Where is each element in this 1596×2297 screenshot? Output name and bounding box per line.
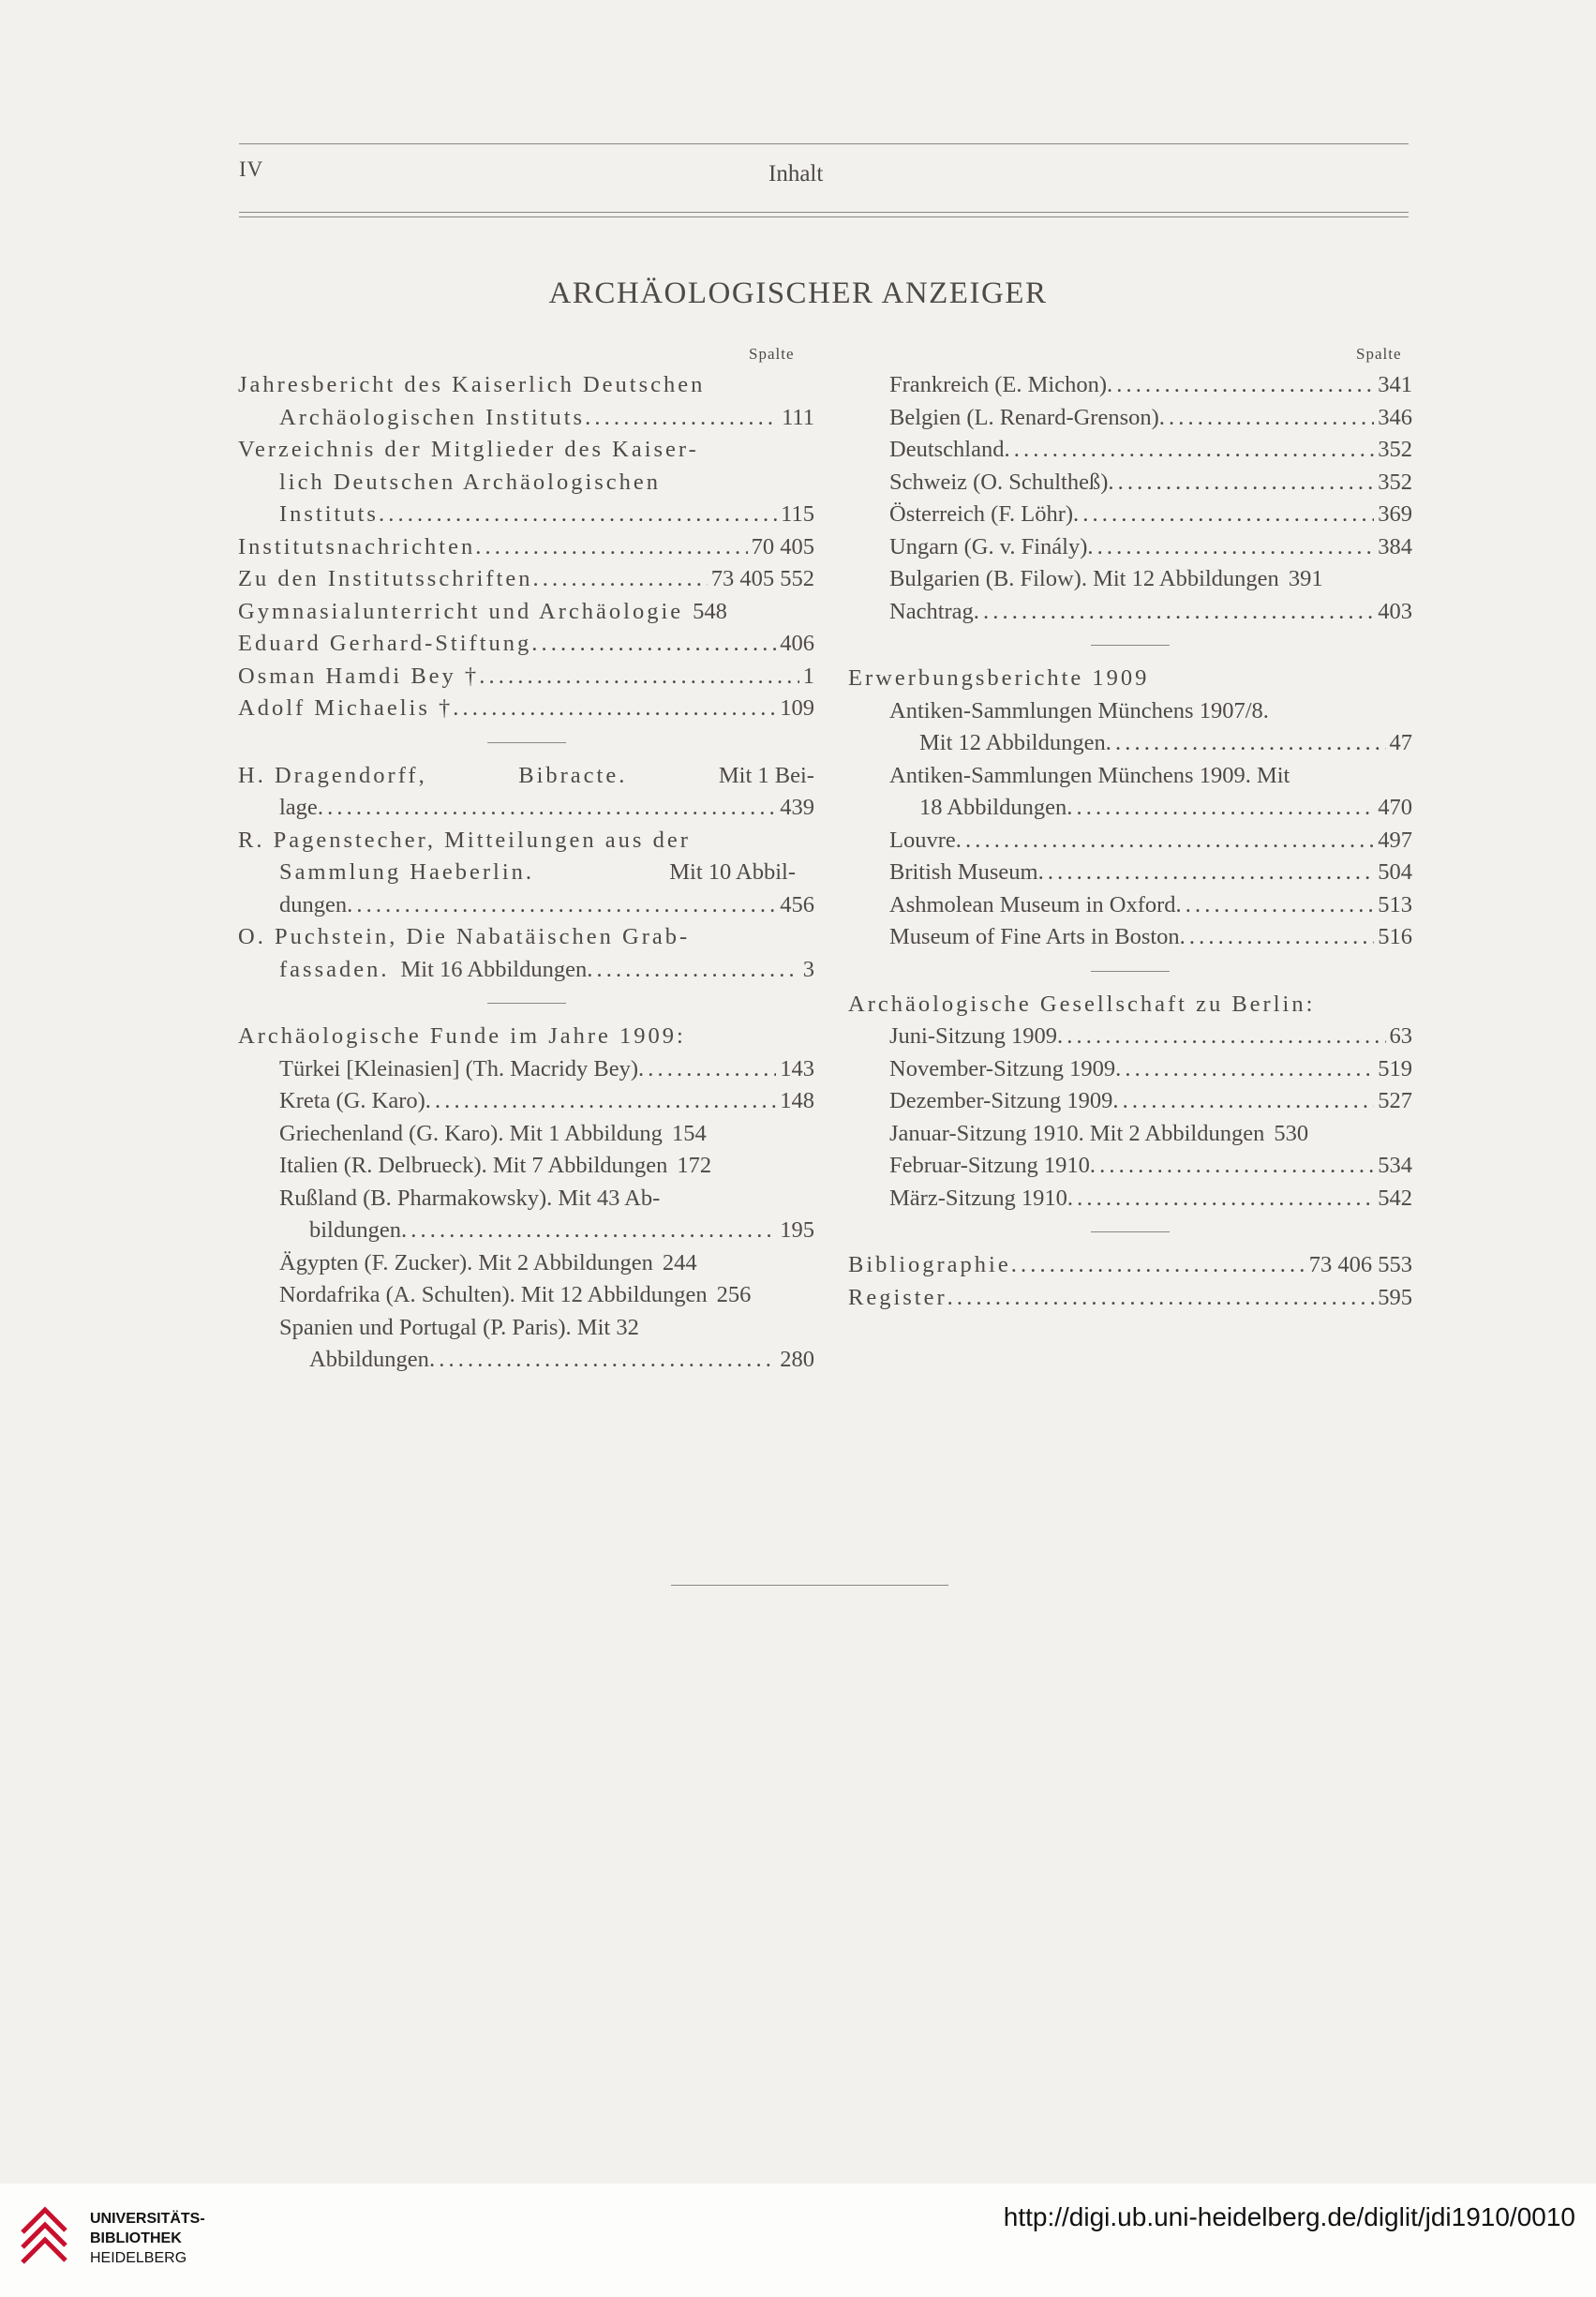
toc-entry (238, 1150, 814, 1183)
leader-dots (1087, 531, 1374, 564)
page-ref: 403 (1378, 598, 1412, 624)
footer-bar (0, 2184, 1596, 2297)
entry-text: Mit 1 Bei- (718, 762, 814, 788)
page-ref: 346 (1378, 404, 1412, 430)
entry-text: British Museum (889, 859, 1038, 885)
entry-text: 18 Abbildungen (919, 795, 1067, 820)
entry-text: Mit 16 Abbildungen (400, 956, 588, 982)
toc-entry (238, 563, 814, 596)
entry-text: Nachtrag (889, 598, 974, 624)
leader-dots (401, 1215, 776, 1247)
toc-entry (848, 434, 1412, 467)
section-divider (1091, 971, 1170, 972)
toc-entry (238, 628, 814, 661)
page-ref: 63 (1389, 1023, 1412, 1049)
running-title: Inhalt (768, 161, 824, 186)
entry-text: Schweiz (O. Schultheß) (889, 469, 1109, 495)
page-ref: 172 (677, 1153, 712, 1178)
leader-dots (585, 402, 778, 435)
entry-text: Belgien (L. Renard-Grenson) (889, 404, 1159, 430)
entry-text: Verzeichnis der Mitglieder des Kaiser- (238, 437, 699, 462)
toc-entry (238, 434, 814, 467)
toc-entry (848, 467, 1412, 500)
entry-text: Antiken-Sammlungen Münchens 1909. Mit (889, 762, 1290, 788)
section-divider (1091, 1231, 1170, 1232)
entry-text: Institutsnachrichten (238, 533, 476, 559)
toc-entry (848, 760, 1412, 793)
toc-entry (848, 889, 1412, 922)
page-ref: 115 (781, 501, 814, 527)
page-ref: 542 (1378, 1185, 1412, 1211)
page-ref: 73 406 553 (1308, 1252, 1412, 1277)
entry-text: Zu den Institutsschriften (238, 566, 533, 591)
page-ref: 504 (1378, 859, 1412, 885)
entry-text: Nordafrika (A. Schulten). Mit 12 Abbildungen (279, 1282, 708, 1307)
entry-text: Mit 12 Abbildungen (919, 730, 1106, 755)
entry-text: Spanien und Portugal (P. Paris). Mit 32 (279, 1314, 639, 1340)
toc-entry (848, 596, 1412, 629)
toc-entry (848, 857, 1412, 889)
leader-dots (379, 499, 777, 531)
leader-dots (429, 1344, 776, 1377)
leader-dots (533, 563, 708, 596)
leader-dots (1057, 1021, 1386, 1053)
leader-dots (947, 1282, 1375, 1315)
section-heading: Erwerbungsberichte 1909 (848, 665, 1150, 691)
header-double-rule-bottom (239, 216, 1409, 217)
toc-entry (238, 467, 814, 500)
page-ref: 143 (780, 1055, 814, 1081)
toc-entry (238, 1312, 814, 1345)
leader-dots (453, 693, 776, 725)
toc-entry (238, 596, 814, 629)
toc-entry (238, 1215, 814, 1247)
page-ref: 527 (1378, 1088, 1412, 1113)
toc-entry (848, 825, 1412, 858)
toc-entry (848, 369, 1412, 402)
leader-dots (531, 628, 776, 661)
entry-text: Adolf Michaelis † (238, 695, 454, 721)
header-double-rule-top (239, 212, 1409, 213)
end-rule (671, 1585, 948, 1586)
page-ref: 595 (1378, 1284, 1412, 1310)
toc-entry (848, 695, 1412, 728)
entry-text: Bibliographie (848, 1252, 1011, 1277)
leader-dots (318, 792, 776, 825)
library-logo-icon (17, 2204, 82, 2272)
entry-text: Juni-Sitzung 1909 (889, 1023, 1057, 1049)
toc-entry (848, 1053, 1412, 1086)
leader-dots (1180, 921, 1375, 954)
toc-entry (238, 1344, 814, 1377)
toc-entry (238, 1085, 814, 1118)
leader-dots (974, 596, 1374, 629)
leader-dots (1107, 369, 1374, 402)
leader-dots (1108, 467, 1374, 500)
toc-entry (848, 792, 1412, 825)
toc-entry (848, 402, 1412, 435)
toc-entry (238, 857, 814, 889)
page-ref: 384 (1378, 533, 1412, 559)
leader-dots (1159, 402, 1374, 435)
entry-text: Ungarn (G. v. Finály) (889, 533, 1088, 559)
leader-dots (1004, 434, 1374, 467)
entry-text: Frankreich (E. Michon) (889, 372, 1107, 397)
author: H. Dragendorff, (238, 762, 427, 788)
page-ref: 456 (780, 891, 814, 917)
page-ref: 73 405 552 (710, 566, 814, 591)
page-ref: 195 (780, 1217, 814, 1243)
leader-dots (425, 1085, 776, 1118)
page-ref: 406 (780, 631, 814, 656)
toc-entry (848, 1150, 1412, 1183)
leader-dots (638, 1053, 776, 1086)
page-ref: 352 (1378, 437, 1412, 462)
leader-dots (1106, 727, 1386, 760)
entry-text: Museum of Fine Arts in Boston (889, 924, 1180, 949)
toc-entry (238, 1247, 814, 1280)
page-ref: 369 (1378, 501, 1412, 527)
toc-entry (848, 727, 1412, 760)
entry-text: Antiken-Sammlungen Münchens 1907/8. (889, 697, 1269, 723)
page-ref: 391 (1288, 566, 1323, 591)
toc-entry (238, 921, 814, 954)
page-ref: 519 (1378, 1055, 1412, 1081)
leader-dots (587, 954, 799, 987)
entry-text: O. Puchstein, Die Nabatäischen Grab- (238, 924, 691, 949)
leader-dots (1073, 499, 1374, 531)
page-ref: 47 (1389, 730, 1412, 755)
toc-entry (848, 1021, 1412, 1053)
library-logo-text (90, 2209, 205, 2268)
toc-entry (238, 369, 814, 402)
entry-text: lage (279, 795, 318, 820)
section-heading: Archäologische Gesellschaft zu Berlin: (848, 991, 1316, 1017)
entry-text: Dezember-Sitzung 1909 (889, 1088, 1113, 1113)
leader-dots (1176, 889, 1375, 922)
entry-text: Ashmolean Museum in Oxford (889, 891, 1176, 917)
page-ref: 341 (1378, 372, 1412, 397)
entry-text: Deutschland (889, 437, 1005, 462)
logo-line: BIBLIOTHEK (90, 2230, 182, 2246)
page-ref: 513 (1378, 891, 1412, 917)
toc-entry (238, 889, 814, 922)
entry-text: Gymnasialunterricht und Archäologie (238, 598, 684, 624)
toc-entry (238, 792, 814, 825)
toc-entry (238, 1053, 814, 1086)
page-ref: 256 (716, 1282, 752, 1307)
toc-entry (848, 499, 1412, 531)
entry-text: Instituts (279, 501, 379, 527)
entry-text: R. Pagenstecher, Mitteilungen aus der (238, 827, 691, 853)
page-ref: 530 (1274, 1120, 1309, 1146)
page-ref: 516 (1378, 924, 1412, 949)
page-ref: 70 405 (751, 533, 814, 559)
page-number: IV (239, 157, 264, 181)
entry-text: bildungen (309, 1217, 401, 1243)
entry-text: Italien (R. Delbrueck). Mit 7 Abbildungen (279, 1153, 668, 1178)
page-ref: 154 (671, 1120, 707, 1146)
toc-entry (238, 531, 814, 564)
toc-entry (848, 1249, 1412, 1282)
toc-entry (848, 1118, 1412, 1151)
page-ref: 111 (782, 404, 814, 430)
page-ref: 497 (1378, 827, 1412, 853)
entry-text: Osman Hamdi Bey † (238, 663, 480, 689)
entry-text: Rußland (B. Pharmakowsky). Mit 43 Ab- (279, 1185, 661, 1211)
section-divider (1091, 645, 1170, 646)
page-ref: 109 (780, 695, 814, 721)
right-column (848, 369, 1412, 1314)
page-ref: 244 (662, 1249, 697, 1275)
header-top-rule (239, 143, 1409, 144)
left-column (238, 369, 814, 1377)
entry-text: Abbildungen (309, 1347, 429, 1372)
toc-entry (238, 499, 814, 531)
section-divider (487, 742, 566, 743)
toc-entry (238, 760, 814, 793)
toc-entry (848, 921, 1412, 954)
toc-entry (238, 661, 814, 694)
page-ref: 1 (802, 663, 814, 689)
entry-text: Sammlung Haeberlin. (279, 859, 535, 885)
section-heading: Archäologische Funde im Jahre 1909: (238, 1023, 686, 1049)
leader-dots (1115, 1053, 1374, 1086)
column-label-left: Spalte (749, 345, 795, 363)
entry-text: Februar-Sitzung 1910 (889, 1153, 1090, 1178)
entry-text: Österreich (F. Löhr) (889, 501, 1074, 527)
toc-entry (848, 531, 1412, 564)
entry-text: Eduard Gerhard-Stiftung (238, 631, 532, 656)
toc-entry (238, 1279, 814, 1312)
entry-text: Louvre (889, 827, 956, 853)
leader-dots (479, 661, 799, 694)
entry-text: November-Sitzung 1909 (889, 1055, 1116, 1081)
entry-text: Mit 10 Abbil- (669, 859, 796, 885)
entry-text: Griechenland (G. Karo). Mit 1 Abbildung (279, 1120, 663, 1146)
page-ref: 534 (1378, 1153, 1412, 1178)
entry-text: Bibracte. (518, 762, 628, 788)
page-ref: 280 (780, 1347, 814, 1372)
leader-dots (956, 825, 1375, 858)
logo-line: UNIVERSITÄTS- (90, 2211, 205, 2227)
page-ref: 470 (1378, 795, 1412, 820)
toc-entry (238, 402, 814, 435)
entry-text: Archäologischen Instituts (279, 404, 586, 430)
leader-dots (1038, 857, 1375, 889)
entry-text: Bulgarien (B. Filow). Mit 12 Abbildungen (889, 566, 1279, 591)
entry-text: Kreta (G. Karo) (279, 1088, 425, 1113)
entry-text: lich Deutschen Archäologischen (279, 469, 662, 495)
section-title: ARCHÄOLOGISCHER ANZEIGER (548, 276, 1048, 310)
toc-entry (848, 1183, 1412, 1216)
page-ref: 548 (693, 598, 727, 624)
toc-entry (848, 563, 1412, 596)
toc-entry (238, 693, 814, 725)
entry-text: Türkei [Kleinasien] (Th. Macridy Bey) (279, 1055, 639, 1081)
leader-dots (1112, 1085, 1374, 1118)
leader-dots (1066, 792, 1374, 825)
column-label-right: Spalte (1356, 345, 1402, 363)
toc-entry (238, 954, 814, 987)
page-ref: 3 (802, 956, 814, 982)
leader-dots (1067, 1183, 1374, 1216)
toc-entry (238, 825, 814, 858)
entry-text: Jahresbericht des Kaiserlich Deutschen (238, 372, 706, 397)
toc-entry (238, 1118, 814, 1151)
entry-text: fassaden. (279, 956, 390, 982)
page-ref: 352 (1378, 469, 1412, 495)
logo-line: HEIDELBERG (90, 2250, 187, 2266)
page-ref: 148 (780, 1088, 814, 1113)
toc-entry (848, 1282, 1412, 1315)
leader-dots (347, 889, 776, 922)
entry-text: März-Sitzung 1910 (889, 1185, 1067, 1211)
toc-entry (238, 1183, 814, 1216)
toc-entry (848, 1085, 1412, 1118)
entry-text: Register (848, 1284, 947, 1310)
leader-dots (475, 531, 747, 564)
entry-text: Ägypten (F. Zucker). Mit 2 Abbildungen (279, 1249, 653, 1275)
leader-dots (1090, 1150, 1374, 1183)
entry-text: dungen (279, 891, 348, 917)
entry-text: Januar-Sitzung 1910. Mit 2 Abbildungen (889, 1120, 1265, 1146)
page-ref: 439 (780, 795, 814, 820)
section-divider (487, 1003, 566, 1004)
permalink-url[interactable]: http://digi.ub.uni-heidelberg.de/diglit/jdi1910/0010 (1003, 2202, 1575, 2231)
leader-dots (1011, 1249, 1305, 1282)
